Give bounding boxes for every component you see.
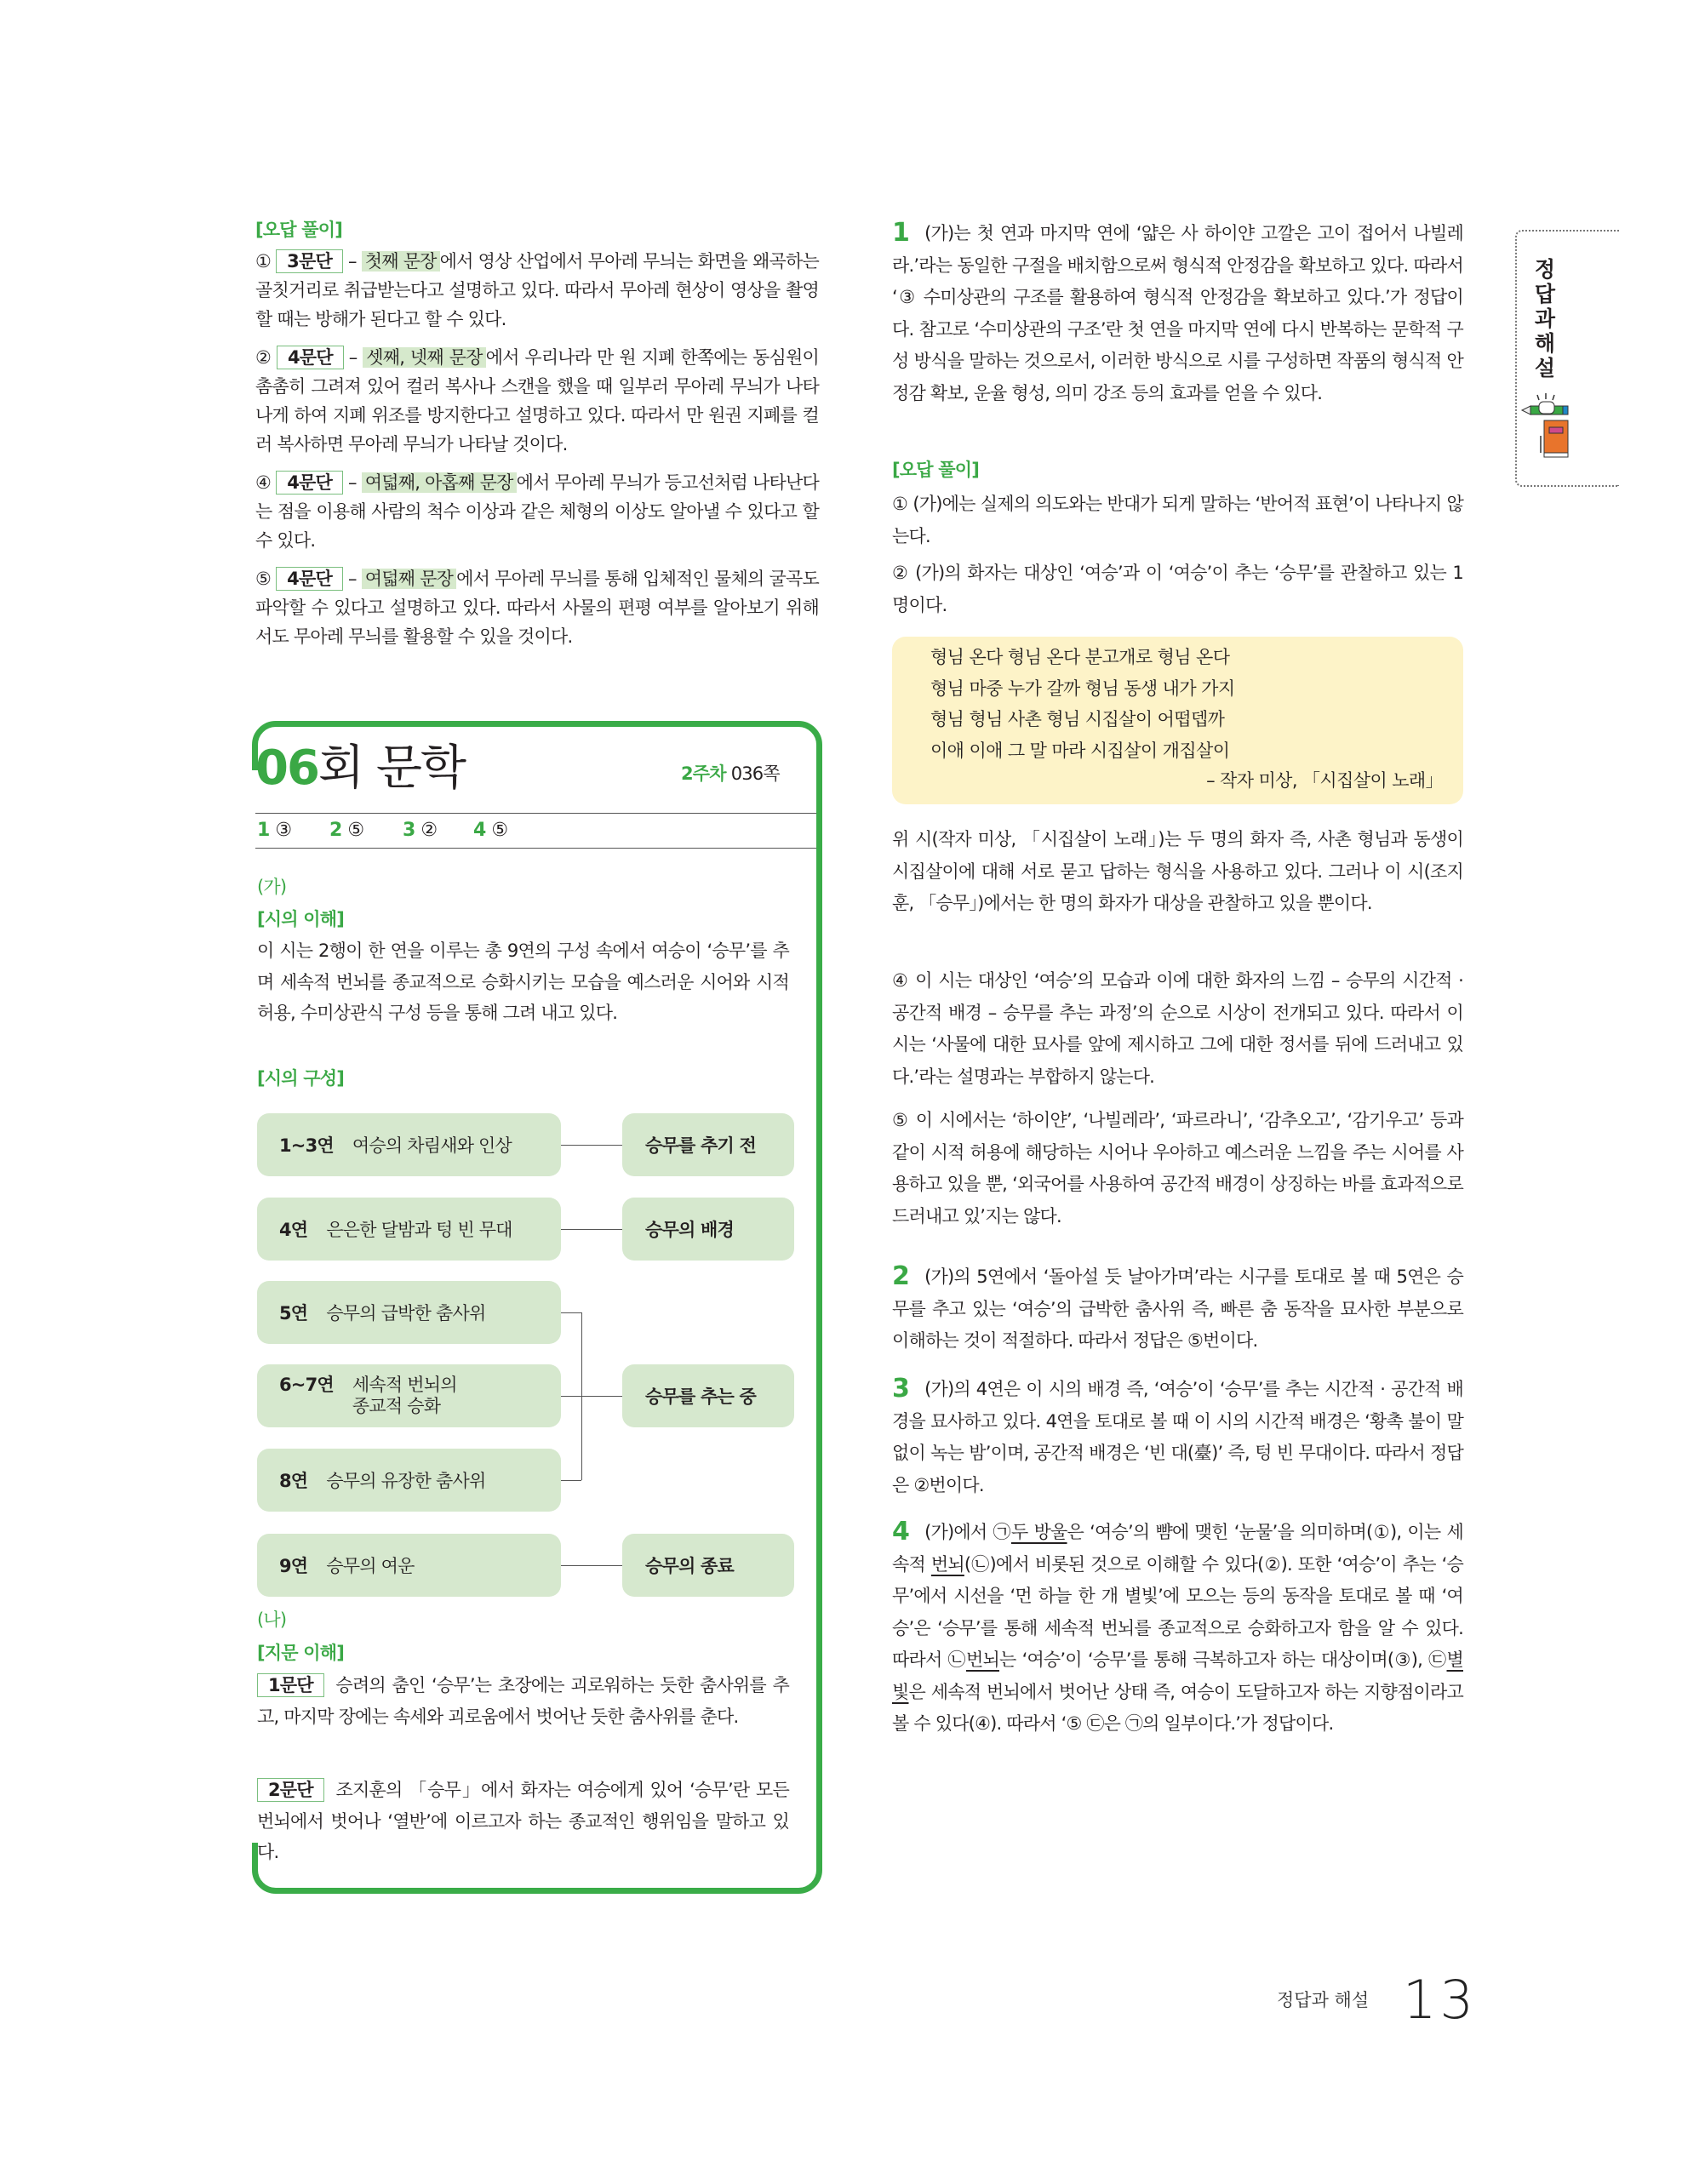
dash: –	[347, 569, 357, 589]
stanza-desc: 세속적 번뇌의 종교적 승화	[352, 1375, 457, 1416]
dash: –	[348, 347, 358, 368]
poem-line: 형님 마중 누가 갈까 형님 동생 내가 가지	[930, 677, 1235, 699]
stanza-label: 9연	[279, 1556, 308, 1576]
wrong-answer-item: ④ 이 시는 대상인 ‘여승’의 모습과 이에 대한 화자의 느낌 – 승무의 시간적 · 공간적 배경 – 승무를 추는 과정’의 순으로 시상이 전개되고 있다. 따라서 이 시는 ‘사물에 대한 묘사를 앞에 제시하고 그에 대한 정서를 뒤에 드러내고 있다.’라는 설명과는 부합하지 않는다.	[892, 970, 1463, 1087]
bracket-line	[581, 1312, 582, 1480]
stanza-box	[257, 1281, 561, 1344]
wrong-answer-continuation: 위 시(작자 미상, 「시집살이 노래」)는 두 명의 화자 즉, 사촌 형님과 동생이 시집살이에 대해 서로 묻고 답하는 형식을 사용하고 있다. 그러나 이 시(조지훈, 「승무」)에서는 한 명의 화자가 대상을 관찰하고 있을 뿐이다.	[892, 829, 1463, 913]
question-number: 1	[892, 218, 910, 248]
poem-line: 이애 이애 그 말 마라 시집살이 개집살이	[930, 740, 1230, 761]
underlined-term: 번뇌	[930, 1553, 964, 1575]
connector-line	[561, 1145, 622, 1146]
passage-understanding-header: [지문 이해]	[257, 1643, 345, 1663]
stage-box: 승무를 추는 중	[622, 1364, 794, 1427]
explanation-text: (가)는 첫 연과 마지막 연에 ‘얇은 사 하이얀 고깔은 고이 접어서 나빌레라.’라는 동일한 구절을 배치함으로써 형식적 안정감을 확보하고 있다. 따라서 ‘③ 수미상관의 구조를 활용하여 형식적 안정감을 확보하고 있다.’가 정답이다. 참고로 ‘수미상관의 구조’란 첫 연을 마지막 연에 다시 반복하는 문학적 구성 방식을 말하는 것으로서, 이러한 방식으로 시를 구성하면 작품의 형식적 안정감 확보, 운율 형성, 의미 강조 등의 효과를 얻을 수 있다.	[892, 223, 1463, 403]
explanation-text: 은 ‘여승’의 뺨에 맺힌 ‘눈물’을 의미하며(①), 이는 세속적	[892, 1522, 1463, 1575]
poem-understanding-text: 이 시는 2행이 한 연을 이루는 총 9연의 구성 속에서 여승이 ‘승무’를 추며 세속적 번뇌를 종교적으로 승화시키는 모습을 예스러운 시어와 시적 허용, 수미상관식 구성 등을 통해 그려 내고 있다.	[257, 940, 789, 1024]
question-number: 4	[473, 820, 487, 841]
divider	[255, 813, 816, 814]
wrong-answer-item	[255, 247, 819, 334]
wrong-answer-item	[255, 343, 819, 459]
stanza-desc: 승무의 급박한 춤사위	[326, 1303, 486, 1324]
section-title	[255, 739, 465, 798]
wrong-answer-header-left: [오답 풀이]	[255, 220, 343, 240]
poem-understanding-header: [시의 이해]	[257, 909, 345, 929]
item-text: 에서 무아레 무늬를 통해 입체적인 물체의 굴곡도 파악할 수 있다고 설명하고 있다. 따라서 사물의 편평 여부를 알아보기 위해서도 무아레 무늬를 활용할 수 있을 것이다.	[255, 569, 819, 647]
sentence-highlight: 첫째 문장	[362, 251, 440, 272]
passage-label-ga: (가)	[257, 877, 287, 897]
answer-key-item	[329, 817, 364, 844]
divider	[255, 848, 816, 849]
item-text: 에서 우리나라 만 원 지폐 한쪽에는 동심원이 촘촘히 그려져 있어 컬러 복사나 스캔을 했을 때 일부러 무아레 무늬가 나타나게 하여 지폐 위조를 방지한다고 설명하고 있다. 따라서 만 원권 지폐를 컬러 복사하면 무아레 무늬가 나타날 것이다.	[255, 347, 819, 455]
wrong-answer-item	[255, 468, 819, 555]
stanza-desc: 승무의 여운	[326, 1556, 415, 1576]
underlined-term: 두 방울	[1010, 1522, 1067, 1542]
question-2-explanation	[892, 1261, 1463, 1358]
underlined-term: 별빛	[892, 1649, 1463, 1702]
question-number: 3	[892, 1374, 910, 1404]
pencil-book-icon	[1520, 393, 1571, 465]
wrong-answer-item: ① (가)에는 실제의 의도와는 반대가 되게 말하는 ‘반어적 표현’이 나타나지 않는다.	[892, 494, 1463, 546]
question-1-explanation	[892, 217, 1463, 409]
stage-box: 승무를 추기 전	[622, 1113, 794, 1176]
week-label: 2주차	[681, 763, 726, 784]
answer-choice: ⑤	[347, 820, 365, 841]
poem-attribution: – 작자 미상, 「시집살이 노래」	[1206, 770, 1443, 791]
choice-number: ①	[255, 251, 272, 272]
choice-number: ⑤	[255, 569, 272, 589]
question-3-explanation	[892, 1373, 1463, 1501]
wrong-answer-item: ⑤ 이 시에서는 ‘하이얀’, ‘나빌레라’, ‘파르라니’, ‘감추오고’, ‘감기우고’ 등과 같이 시적 허용에 해당하는 시어나 우아하고 예스러운 느낌을 주는 시어를 사용하고 있을 뿐, ‘외국어를 사용하여 공간적 배경이 상징하는 바를 효과적으로 드러내고 있’지는 않다.	[892, 1110, 1463, 1226]
footer-label: 정답과 해설	[1277, 1990, 1370, 2010]
answer-key-item	[403, 817, 438, 844]
paragraph-badge: 2문단	[257, 1778, 324, 1802]
connector-line	[561, 1396, 622, 1397]
stanza-box	[257, 1449, 561, 1512]
poem-line: 형님 형님 사촌 형님 시집살이 어떱뎁까	[930, 709, 1225, 729]
paragraph-text: 승려의 춤인 ‘승무’는 초장에는 괴로워하는 듯한 춤사위를 추고, 마지막 장에는 속세와 괴로움에서 벗어난 듯한 춤사위를 춘다.	[257, 1675, 789, 1727]
question-number: 3	[403, 820, 416, 841]
poem-line: 형님 온다 형님 온다 분고개로 형님 온다	[930, 647, 1230, 667]
paragraph-badge: 4문단	[276, 567, 343, 591]
answer-key-item	[473, 817, 508, 844]
dash: –	[347, 251, 357, 272]
item-text: 에서 무아레 무늬가 등고선처럼 나타난다는 점을 이용해 사람의 척수 이상과 같은 체형의 이상도 알아낼 수 있다고 할 수 있다.	[255, 472, 820, 551]
stanza-label: 6~7연	[279, 1375, 334, 1395]
stanza-label: 4연	[279, 1220, 308, 1240]
stage-box: 승무의 배경	[622, 1198, 794, 1261]
question-number: 2	[329, 820, 343, 841]
answer-choice: ③	[275, 820, 293, 841]
connector-line	[561, 1312, 581, 1313]
question-number: 1	[257, 820, 271, 841]
paragraph-badge: 1문단	[257, 1673, 324, 1697]
passage-paragraph	[257, 1670, 789, 1732]
stanza-desc: 승무의 유장한 춤사위	[326, 1471, 486, 1491]
explanation-text: (가)의 4연은 이 시의 배경 즉, ‘여승’이 ‘승무’를 추는 시간적 · 공간적 배경을 묘사하고 있다. 4연을 토대로 볼 때 이 시의 시간적 배경은 ‘황촉 불이 말없이 녹는 밤’이며, 공간적 배경은 ‘빈 대(臺)’ 즉, 텅 빈 무대이다. 따라서 정답은 ②번이다.	[892, 1379, 1463, 1495]
page-reference	[681, 760, 780, 786]
stanza-label: 8연	[279, 1471, 308, 1491]
wrong-answer-item	[255, 564, 819, 651]
question-number: 2	[892, 1261, 910, 1291]
explanation-text: 은 세속적 번뇌에서 벗어난 상태 즉, 여승이 도달하고자 하는 지향점이라고 볼 수 있다(④). 따라서 ‘⑤ ㉢은 ㉠의 일부이다.’가 정답이다.	[892, 1681, 1463, 1734]
stage-box: 승무의 종료	[622, 1534, 794, 1597]
paragraph-badge: 3문단	[276, 249, 343, 273]
page-number: 13	[1403, 1969, 1477, 2031]
question-number: 4	[892, 1517, 910, 1547]
stanza-desc: 은은한 달밤과 텅 빈 무대	[326, 1220, 512, 1240]
answer-key-item	[257, 817, 292, 844]
section-subject: 회 문학	[318, 740, 466, 796]
stanza-box	[257, 1534, 561, 1597]
quoted-poem	[930, 642, 1235, 766]
connector-line	[561, 1480, 581, 1481]
connector-line	[561, 1229, 622, 1230]
explanation-text: (가)에서 ㉠	[924, 1522, 1011, 1542]
answer-choice: ⑤	[491, 820, 509, 841]
connector-line	[561, 1565, 622, 1566]
paragraph-text: 조지훈의 「승무」에서 화자는 여승에게 있어 ‘승무’란 모든 번뇌에서 벗어나 ‘열반’에 이르고자 하는 종교적인 행위임을 말하고 있다.	[257, 1780, 789, 1863]
explanation-text: (㉡)에서 비롯된 것으로 이해할 수 있다(②). 또한 ‘여승’이 추는 ‘승무’에서 시선을 ‘먼 하늘 한 개 별빛’에 모으는 등의 동작을 토대로 볼 때 ‘여승’은 ‘승무’를 통해 세속적 번뇌를 종교적으로 승화하고자 함을 알 수 있다. 따라서 ㉡	[892, 1553, 1463, 1670]
sentence-highlight: 여덟째 문장	[362, 569, 456, 589]
choice-number: ④	[255, 472, 272, 493]
stanza-label: 5연	[279, 1303, 308, 1324]
section-number: 06	[255, 740, 318, 796]
page-ref: 036쪽	[730, 763, 780, 784]
underlined-term: 번뇌	[966, 1649, 999, 1670]
wrong-answer-item: ② (가)의 화자는 대상인 ‘여승’과 이 ‘여승’이 추는 ‘승무’를 관찰하고 있는 1명이다.	[892, 563, 1463, 615]
stanza-box	[257, 1113, 561, 1176]
dash: –	[348, 472, 357, 493]
stanza-box	[257, 1364, 561, 1427]
stanza-desc: 여승의 차림새와 인상	[352, 1135, 512, 1156]
wrong-answer-header-right: [오답 풀이]	[892, 460, 980, 480]
stanza-label: 1~3연	[279, 1135, 334, 1156]
side-tab-label: 정답과 해설	[1534, 257, 1556, 380]
explanation-text: (가)의 5연에서 ‘돌아설 듯 날아가며’라는 시구를 토대로 볼 때 5연은 승무를 추고 있는 ‘여승’의 급박한 춤사위 즉, 빠른 춤 동작을 묘사한 부분으로 이해하는 것이 적절하다. 따라서 정답은 ⑤번이다.	[892, 1266, 1463, 1351]
question-4-explanation	[892, 1516, 1463, 1741]
passage-label-na: (나)	[257, 1609, 287, 1630]
sentence-highlight: 여덟째, 아홉째 문장	[362, 472, 517, 493]
answer-choice: ②	[420, 820, 438, 841]
stanza-box	[257, 1198, 561, 1261]
item-text: 에서 영상 산업에서 무아레 무늬는 화면을 왜곡하는 골칫거리로 취급받는다고 설명하고 있다. 따라서 무아레 현상이 영상을 촬영할 때는 방해가 된다고 할 수 있다.	[255, 251, 819, 329]
poem-structure-header: [시의 구성]	[257, 1068, 345, 1089]
passage-paragraph	[257, 1775, 789, 1868]
sentence-highlight: 셋째, 넷째 문장	[363, 347, 485, 368]
choice-number: ②	[255, 347, 272, 368]
explanation-text: 는 ‘여승’이 ‘승무’를 통해 극복하고자 하는 대상이며(③), ㉢	[998, 1649, 1447, 1670]
paragraph-badge: 4문단	[276, 471, 343, 495]
paragraph-badge: 4문단	[277, 346, 344, 369]
